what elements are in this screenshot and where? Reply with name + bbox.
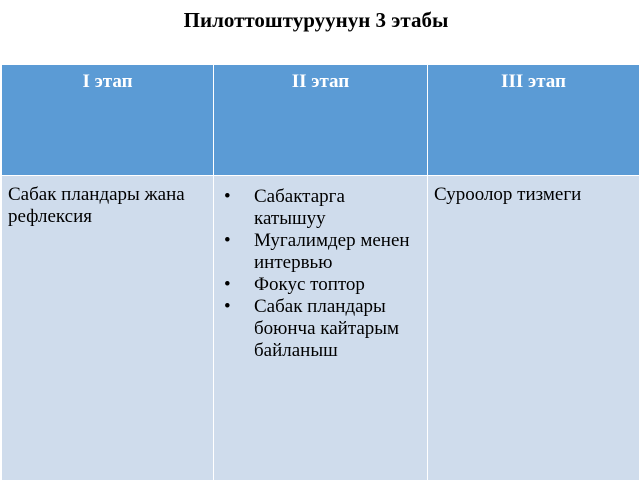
stage-2-list xyxy=(214,176,427,362)
list-item-label: Сабак пландары боюнча кайтарым байланыш xyxy=(254,296,400,361)
list-item-label: Фокус топтор xyxy=(254,274,365,295)
stage-3-cell xyxy=(428,176,640,480)
bullet-icon: • xyxy=(224,274,231,295)
list-item xyxy=(220,230,421,274)
list-item xyxy=(220,186,421,230)
stages-table xyxy=(1,64,640,480)
header-stage-1: I этап xyxy=(2,65,214,176)
body-row xyxy=(2,176,640,480)
bullet-icon: • xyxy=(224,230,231,251)
bullet-icon: • xyxy=(224,296,231,317)
stage-1-cell xyxy=(2,176,214,480)
header-stage-3: III этап xyxy=(428,65,640,176)
list-item xyxy=(220,296,421,362)
bullet-icon: • xyxy=(224,186,231,207)
list-item xyxy=(220,274,421,296)
list-item-label: Мугалимдер менен интервью xyxy=(254,230,410,273)
stage-3-text: Суроолор тизмеги xyxy=(434,184,582,205)
header-stage-2: II этап xyxy=(214,65,428,176)
slide-title: Пилоттоштуруунун 3 этабы xyxy=(183,8,449,32)
header-row xyxy=(2,65,640,176)
stage-2-cell xyxy=(214,176,428,480)
stage-1-text: Сабак пландары жана рефлексия xyxy=(8,184,185,227)
list-item-label: Сабактарга катышуу xyxy=(254,186,345,229)
